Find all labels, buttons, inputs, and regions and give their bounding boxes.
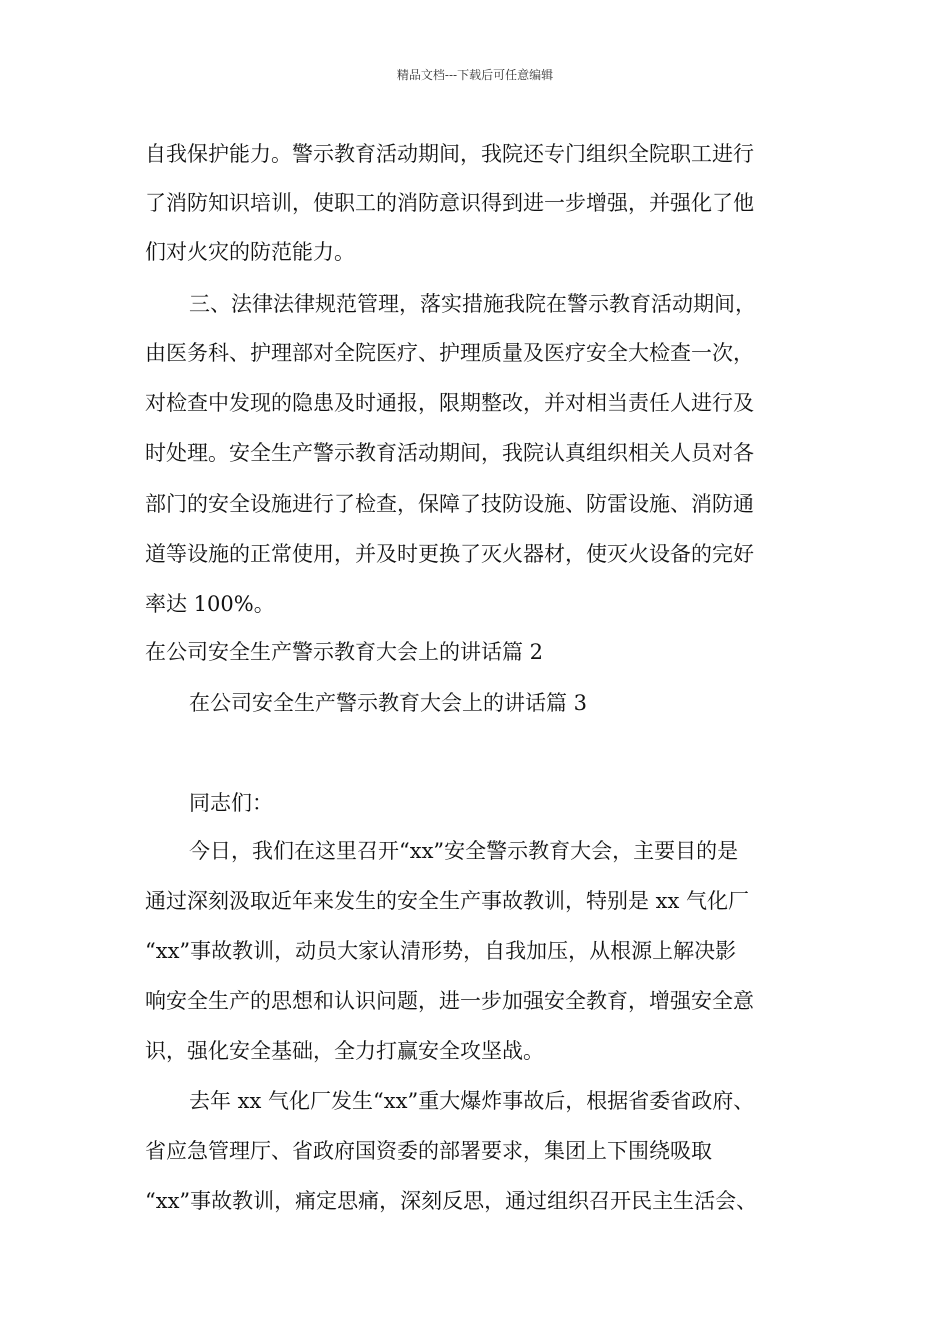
- body-line: 道等设施的正常使用，并及时更换了灭火器材，使灭火设备的完好: [145, 542, 754, 566]
- body-line: 三、法律法律规范管理，落实措施我院在警示教育活动期间，: [189, 292, 756, 316]
- body-line: 时处理。安全生产警示教育活动期间，我院认真组织相关人员对各: [145, 441, 754, 465]
- body-line: 们对火灾的防范能力。: [145, 240, 355, 264]
- body-line: 对检查中发现的隐患及时通报，限期整改，并对相当责任人进行及: [145, 391, 754, 415]
- body-line: 响安全生产的思想和认识问题，进一步加强安全教育，增强安全意: [145, 989, 754, 1013]
- section-title: 在公司安全生产警示教育大会上的讲话篇 3: [189, 691, 588, 715]
- body-line: “xx”事故教训，动员大家认清形势，自我加压，从根源上解决影: [145, 939, 737, 963]
- page-header: 精品文档---下载后可任意编辑: [396, 68, 554, 82]
- body-line: 由医务科、护理部对全院医疗、护理质量及医疗安全大检查一次，: [145, 341, 754, 365]
- body-line: 省应急管理厅、省政府国资委的部署要求，集团上下围绕吸取: [145, 1139, 712, 1163]
- salutation: 同志们：: [189, 791, 273, 815]
- section-title: 在公司安全生产警示教育大会上的讲话篇 2: [145, 640, 544, 664]
- body-line: 今日，我们在这里召开“xx”安全警示教育大会，主要目的是: [189, 839, 739, 863]
- body-line: 了消防知识培训，使职工的消防意识得到进一步增强，并强化了他: [145, 191, 754, 215]
- body-line: 率达 100%。: [145, 592, 275, 616]
- body-line: 去年 xx 气化厂发生“xx”重大爆炸事故后，根据省委省政府、: [189, 1089, 755, 1113]
- body-line: “xx”事故教训，痛定思痛，深刻反思，通过组织召开民主生活会、: [145, 1189, 758, 1213]
- body-line: 识，强化安全基础，全力打赢安全攻坚战。: [145, 1039, 544, 1063]
- body-line: 通过深刻汲取近年来发生的安全生产事故教训，特别是 xx 气化厂: [145, 889, 750, 913]
- body-line: 部门的安全设施进行了检查，保障了技防设施、防雷设施、消防通: [145, 492, 754, 516]
- body-line: 自我保护能力。警示教育活动期间，我院还专门组织全院职工进行: [145, 142, 754, 166]
